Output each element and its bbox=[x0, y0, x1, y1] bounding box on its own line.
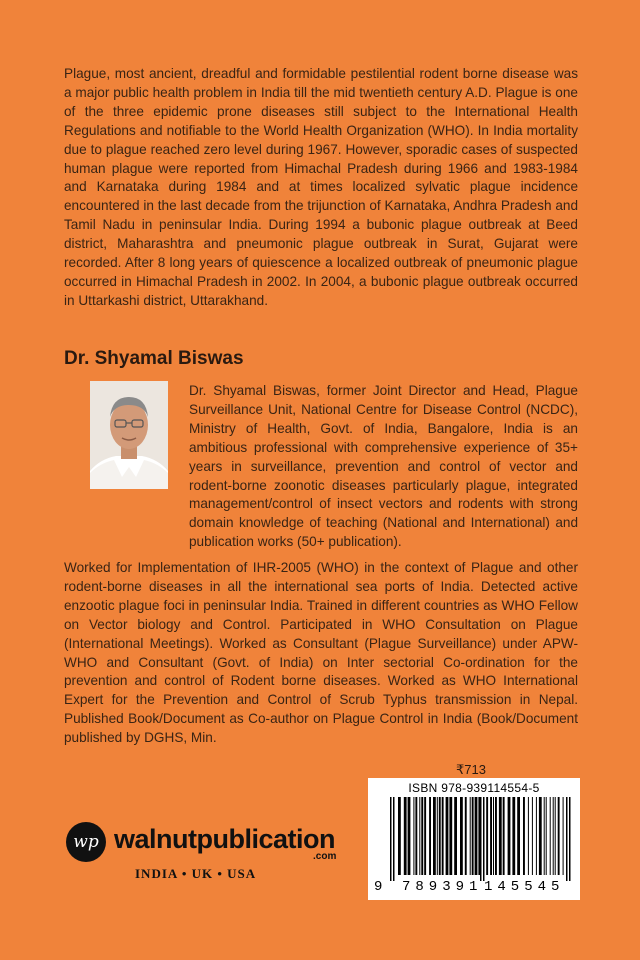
barcode-bar bbox=[517, 797, 520, 875]
barcode-bar bbox=[390, 797, 392, 881]
barcode-bar bbox=[486, 797, 488, 875]
barcode-bar bbox=[413, 797, 414, 875]
barcode-bar bbox=[433, 797, 436, 875]
barcode-digits-left: 789391 bbox=[402, 879, 483, 895]
barcode-bar bbox=[404, 797, 407, 875]
barcode-bar bbox=[493, 797, 494, 875]
barcode-bar bbox=[539, 797, 542, 875]
barcode-bar bbox=[569, 797, 571, 881]
barcode-bar bbox=[393, 797, 395, 881]
barcode-bar bbox=[470, 797, 471, 875]
barcode-bar bbox=[553, 797, 554, 875]
barcode-bar bbox=[563, 797, 564, 875]
publisher-name: walnutpublication bbox=[114, 824, 335, 854]
publisher-countries: INDIA • UK • USA bbox=[135, 866, 257, 881]
intro-paragraph: Plague, most ancient, dreadful and formidable pestilential rodent borne disease was a major public health problem in India till the mid twentieth century A.D. Plague is one of the three epidemic prone diseases still subject to the International Health Regulations and notifiable to the World Health Organization (WHO). In India mortality due to plague reached zero level during 1967. However, sporadic cases of suspected human plague were reported from Himachal Pradesh during 1966 and 1983-1984 and Karnataka during 1984 and at times localized sylvatic plague incidence encountered in the last decade from the trijunction of Karnataka, Andhra Pradesh and Tamil Nadu in peninsular India. During 1994 a bubonic plague outbreak at Beed district, Maharashtra and pneumonic plague outbreak in Surat, Gujarat were recorded. After 8 long years of quiescence a localized outbreak of pneumonic plague occurred in Himachal Pradesh in 2002. In 2004, a bubonic plague outbreak occurred in Uttarkashi district, Uttarakhand. bbox=[64, 66, 578, 308]
barcode-bar bbox=[536, 797, 537, 875]
barcode-bar bbox=[415, 797, 417, 875]
barcode-bar bbox=[544, 797, 545, 875]
author-name: Dr. Shyamal Biswas bbox=[64, 348, 244, 369]
barcode-bar bbox=[398, 797, 401, 875]
barcode-bar bbox=[483, 797, 485, 881]
barcode-bar bbox=[499, 797, 502, 875]
barcode-bar bbox=[508, 797, 511, 875]
barcode-digit-lead: 9 bbox=[374, 879, 383, 895]
barcode-bar bbox=[495, 797, 497, 875]
barcode-bars bbox=[376, 797, 572, 881]
barcode-bar bbox=[523, 797, 525, 875]
barcode-bar bbox=[532, 797, 533, 875]
author-photo bbox=[90, 381, 168, 489]
barcode-bar bbox=[437, 797, 438, 875]
barcode-bar bbox=[475, 797, 478, 875]
barcode-bar bbox=[550, 797, 551, 875]
isbn-barcode bbox=[368, 778, 580, 900]
barcode-bar bbox=[555, 797, 556, 875]
barcode-bar bbox=[512, 797, 515, 875]
barcode-bar bbox=[558, 797, 560, 875]
author-bio: Dr. Shyamal Biswas, former Joint Director and Head, Plague Surveillance Unit, National Centre for Disease Control (NCDC), Ministry of Health, Govt. of India, Bangalore, India is an ambitious professional with comprehensive experience of 35+ years in surveillance, prevention and control of vector and rodent-borne zoonotic diseases particularly plague, integrated management/control of insect vectors and rodents with strong domain knowledge of teaching (National and International) and publication works (50+ publication). bbox=[189, 383, 578, 550]
barcode-bar bbox=[446, 797, 449, 875]
isbn-label: ISBN 978-939114554-5 bbox=[408, 781, 540, 795]
barcode-bar bbox=[421, 797, 423, 875]
publisher-logo-icon: wp bbox=[66, 822, 106, 862]
barcode-bar bbox=[454, 797, 457, 875]
barcode-bar bbox=[429, 797, 431, 875]
barcode-bar bbox=[503, 797, 505, 875]
barcode-bar bbox=[472, 797, 474, 875]
price-label: ₹713 bbox=[456, 762, 486, 777]
author-bio-continued: Worked for Implementation of IHR-2005 (WHO) in the context of Plague and other rodent-borne diseases in all the international sea ports of India. Detected active enzootic plague foci in peninsular India. Trained in different countries as WHO Fellow on Vector biology and Control. Participated in WHO Consultation on Plague (International Meetings). Worked as Consultant (Plague Surveillance) under APW-WHO and Consultant (Govt. of India) on Inter sectorial Co-ordination for the prevention and control of Rodent borne diseases. Worked as WHO International Expert for the Prevention and Control of Scrub Typhus transmission in Nepal. Published Book/Document as Co-author on Plague Control in India (Book/Document published by DGHS, Min. bbox=[64, 560, 578, 746]
barcode-bar bbox=[460, 797, 463, 875]
barcode-bar bbox=[442, 797, 444, 875]
barcode-bar bbox=[566, 797, 568, 881]
barcode-bar bbox=[465, 797, 467, 875]
barcode-bar bbox=[408, 797, 411, 875]
barcode-bar bbox=[449, 797, 452, 875]
publisher-domain: .com bbox=[313, 851, 337, 862]
barcode-bar bbox=[439, 797, 441, 875]
barcode-bar bbox=[424, 797, 426, 875]
barcode-bar bbox=[478, 797, 481, 875]
barcode-bar bbox=[419, 797, 420, 875]
barcode-bar bbox=[528, 797, 529, 875]
barcode-digits-right: 145545 bbox=[484, 879, 565, 895]
barcode-bar bbox=[490, 797, 492, 875]
barcode-bar bbox=[546, 797, 547, 875]
